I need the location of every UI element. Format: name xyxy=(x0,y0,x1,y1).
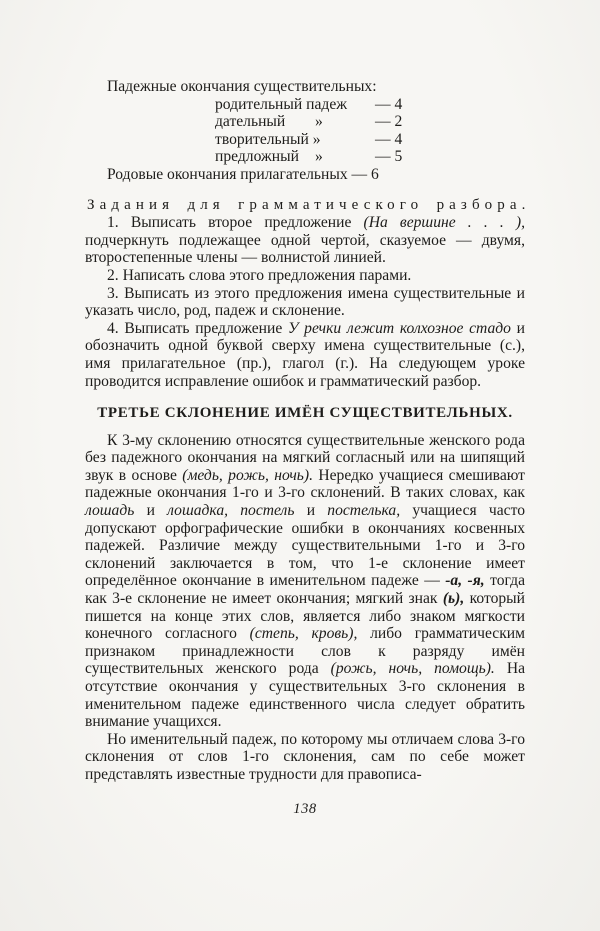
ditto-mark xyxy=(315,96,375,114)
endings-row xyxy=(215,113,525,131)
endings-intro: Падежные окончания существительных: xyxy=(107,78,377,95)
ditto-mark: » xyxy=(315,148,323,166)
endings-rows xyxy=(215,96,525,166)
text-block xyxy=(85,78,531,818)
ditto-mark xyxy=(315,131,375,149)
task-item-1: 1. Выписать второе предложение (На вершине . . . ), подчеркнуть подлежащее одной чертой, сказуемое — двумя, второстепенные члены — волнистой линией. xyxy=(85,214,525,267)
case-name: предложный xyxy=(215,148,299,166)
case-name: дательный xyxy=(215,113,286,131)
case-count: — 5 xyxy=(375,148,403,166)
endings-row xyxy=(215,131,525,149)
section-body xyxy=(85,432,525,784)
case-count: — 2 xyxy=(375,113,403,131)
task-item-3: 3. Выписать из этого предложения имена существительные и указать число, род, падеж и склонение. xyxy=(85,284,525,320)
ditto-mark: » xyxy=(315,113,323,131)
section-heading: ТРЕТЬЕ СКЛОНЕНИЕ ИМЁН СУЩЕСТВИТЕЛЬНЫХ. xyxy=(97,405,513,422)
case-count: — 4 xyxy=(375,130,403,148)
case-name: творительный » xyxy=(215,130,321,148)
tasks-heading: Задания для грамматического разбора. xyxy=(87,196,531,213)
endings-row xyxy=(215,148,525,166)
endings-outro: Родовые окончания прилагательных — 6 xyxy=(107,165,379,183)
page-number: 138 xyxy=(293,800,317,817)
paragraph: К 3-му склонению относятся существительные женского рода без падежного окончания на мягкий согласный или на шипящий звук в основе (медь, рожь, ночь). Нередко учащиеся смешивают падежные окончания 1-го и 3-го склонений. В таких словах, как лошадь и лошадка, постель и постелька, учащиеся часто допускают орфографические ошибки в окончаниях косвенных падежей. Различие между существительными 1-го и 3-го склонений заключается в том, что 1-е склонение имеет определённое окончание в именительном падеже — -а, -я, тогда как 3-е склонение не имеет окончания; мягкий знак (ь), который пишется на конце этих слов, является либо знаком мягкости конечного согласного (степь, кровь), либо грамматическим признаком принадлежности слов к разряду имён существительных женского рода (рожь, ночь, помощь). На отсутствие окончания у существительных 3-го склонения в именительном падеже единственного числа следует обратить внимание учащихся. xyxy=(85,431,526,731)
endings-summary xyxy=(85,78,525,184)
paragraph: Но именительный падеж, по которому мы отличаем слова 3-го склонения от слов 1-го склонения, сам по себе может представлять известные трудности для правописа- xyxy=(85,730,525,783)
task-item-4: 4. Выписать предложение У речки лежит колхозное стадо и обозначить одной буквой сверху имена существительные (с.), имя прилагательное (пр.), глагол (г.). На следующем уроке проводится исправление ошибок и грамматический разбор. xyxy=(85,319,525,390)
case-name: родительный падеж xyxy=(215,95,348,113)
task-item-2: 2. Написать слова этого предложения парами. xyxy=(107,266,412,284)
case-count: — 4 xyxy=(375,95,403,113)
endings-row xyxy=(215,96,525,114)
